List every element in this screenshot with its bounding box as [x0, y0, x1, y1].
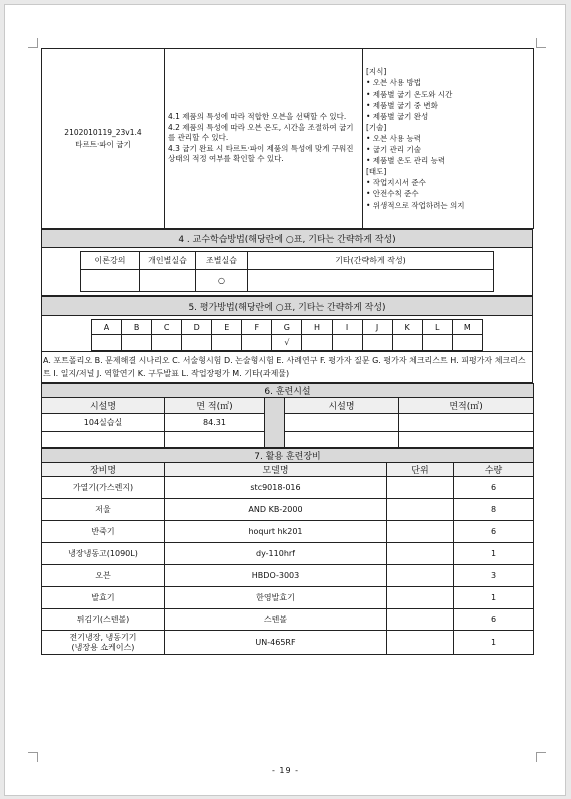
eval-letter-i: I: [332, 320, 362, 335]
teaching-method-title: 4 . 교수학습방법(해당란에 ○표, 기타는 간략하게 작성): [42, 230, 533, 248]
equipment-unit: [387, 631, 454, 655]
equipment-unit: [387, 587, 454, 609]
equipment-name: 반죽기: [42, 521, 165, 543]
ksa-item: • 제품별 굽기 완성: [366, 111, 429, 121]
criterion: 4.2 제품의 특성에 따라 오븐 온도, 시간을 조절하여 굽기를 관리할 수 있다.: [168, 122, 354, 143]
facility-name: [42, 432, 165, 448]
module-table: [41, 48, 534, 229]
eval-letter-c: C: [152, 320, 182, 335]
facility-name-2: [285, 432, 399, 448]
equipment-header-qty: 수량: [454, 463, 534, 477]
equipment-model: 스텐볼: [165, 609, 387, 631]
eval-letter-k: K: [392, 320, 422, 335]
equipment-qty: 6: [454, 521, 534, 543]
facility-header-name: 시설명: [42, 398, 165, 414]
equipment-unit: [387, 543, 454, 565]
equipment-row: [42, 499, 534, 521]
ksa-item: • 제품별 굽기 중 변화: [366, 100, 438, 110]
eval-mark-i: [332, 335, 362, 351]
eval-mark-g: √: [272, 335, 302, 351]
training-plan-sheet: [41, 48, 533, 655]
equipment-model: stc9018-016: [165, 477, 387, 499]
eval-mark-a: [92, 335, 122, 351]
evaluation-legend: A. 포트폴리오 B. 문제해결 시나리오 C. 서술형시험 D. 논술형시험 E. 사례연구 F. 평가자 질문 G. 평가자 체크리스트 H. 피평가자 체크리스트 I. 일지/저널 J. 역할연기 K. 구두발표 L. 작업장평가 M. 기타(과제물): [42, 352, 533, 383]
equipment-name: 발효기: [42, 587, 165, 609]
eval-letter-m: M: [452, 320, 482, 335]
page-number: - 19 -: [271, 766, 300, 775]
header-individual-practice: 개인별실습: [140, 252, 196, 270]
mark-other: [248, 270, 494, 292]
eval-letter-h: H: [302, 320, 332, 335]
mark-lecture: [81, 270, 140, 292]
ksa-item: • 작업지시서 준수: [366, 178, 426, 188]
eval-mark-l: [422, 335, 452, 351]
equipment-row: [42, 609, 534, 631]
equipment-header-name: 장비명: [42, 463, 165, 477]
facility-area: 84.31: [165, 414, 265, 432]
eval-letter-a: A: [92, 320, 122, 335]
eval-mark-k: [392, 335, 422, 351]
eval-letter-e: E: [212, 320, 242, 335]
equipment-name: 튀김기(스텐볼): [42, 609, 165, 631]
facility-section: [41, 383, 534, 448]
equipment-model: hoqurt hk201: [165, 521, 387, 543]
equipment-model: UN-465RF: [165, 631, 387, 655]
mark-individual-practice: [140, 270, 196, 292]
ksa-item: • 오븐 사용 방법: [366, 78, 422, 88]
evaluation-method-table: [91, 319, 483, 351]
equipment-header-model: 모델명: [165, 463, 387, 477]
equipment-qty: 1: [454, 587, 534, 609]
equipment-qty: 3: [454, 565, 534, 587]
header-other: 기타(간략하게 작성): [248, 252, 494, 270]
criterion: 4.1 제품의 특성에 따라 적합한 오븐을 선택할 수 있다.: [168, 112, 347, 122]
module-cell: [42, 49, 165, 229]
ksa-item: • 오븐 사용 능력: [366, 133, 422, 143]
crop-mark-bottom-left: [28, 752, 38, 762]
equipment-row: [42, 543, 534, 565]
facility-header-area: 면 적(㎡): [165, 398, 265, 414]
ksa-item: • 굽기 관리 기술: [366, 145, 422, 155]
ksa-list: [363, 49, 534, 229]
equipment-qty: 1: [454, 543, 534, 565]
ksa-item: • 안전수칙 준수: [366, 189, 419, 199]
equipment-qty: 1: [454, 631, 534, 655]
equipment-row: [42, 587, 534, 609]
eval-mark-e: [212, 335, 242, 351]
performance-criteria: [165, 49, 363, 229]
ksa-item: • 제품별 굽기 온도와 시간: [366, 89, 453, 99]
equipment-model: AND KB-2000: [165, 499, 387, 521]
eval-mark-c: [152, 335, 182, 351]
equipment-model: dy-110hrf: [165, 543, 387, 565]
ksa-item: • 제품별 온도 관리 능력: [366, 156, 446, 166]
equipment-header-unit: 단위: [387, 463, 454, 477]
facility-area-2: [399, 414, 534, 432]
header-group-practice: 조별실습: [196, 252, 248, 270]
facility-name-2: [285, 414, 399, 432]
equipment-qty: 8: [454, 499, 534, 521]
equipment-section: [41, 448, 534, 655]
facility-divider: [265, 398, 285, 448]
eval-mark-f: [242, 335, 272, 351]
ksa-item: • 위생적으로 작업하려는 의지: [366, 200, 465, 210]
equipment-qty: 6: [454, 609, 534, 631]
eval-letter-g: G: [272, 320, 302, 335]
facility-title: 6. 훈련시설: [42, 384, 534, 398]
eval-letter-b: B: [122, 320, 152, 335]
facility-header-name-2: 시설명: [285, 398, 399, 414]
eval-mark-b: [122, 335, 152, 351]
header-lecture: 이론강의: [81, 252, 140, 270]
eval-letter-j: J: [362, 320, 392, 335]
equipment-row: [42, 477, 534, 499]
teaching-method-section: [41, 229, 533, 296]
eval-mark-h: [302, 335, 332, 351]
equipment-row: [42, 521, 534, 543]
facility-name: 104실습실: [42, 414, 165, 432]
equipment-model: HBDO-3003: [165, 565, 387, 587]
equipment-model: 한영발효기: [165, 587, 387, 609]
crop-mark-top-left: [28, 38, 38, 48]
evaluation-method-title: 5. 평가방법(해당란에 ○표, 기타는 간략하게 작성): [42, 297, 533, 316]
equipment-unit: [387, 565, 454, 587]
equipment-unit: [387, 521, 454, 543]
equipment-name: 가열기(가스렌지): [42, 477, 165, 499]
eval-letter-l: L: [422, 320, 452, 335]
eval-mark-j: [362, 335, 392, 351]
module-code: 2102010119_23v1.4: [64, 127, 142, 137]
teaching-method-table: [80, 251, 494, 292]
criterion: 4.3 굽기 완료 시 타르트·파이 제품의 특성에 맞게 구워진 상태의 적정 여부를 확인할 수 있다.: [168, 143, 354, 164]
eval-letter-d: D: [182, 320, 212, 335]
ksa-item: [태도]: [366, 167, 387, 177]
equipment-title: 7. 활용 훈련장비: [42, 449, 534, 463]
facility-header-area-2: 면적(㎡): [399, 398, 534, 414]
equipment-name: 저울: [42, 499, 165, 521]
equipment-name: 오븐: [42, 565, 165, 587]
equipment-unit: [387, 477, 454, 499]
facility-area-2: [399, 432, 534, 448]
equipment-row: [42, 565, 534, 587]
mark-group-practice: ○: [196, 270, 248, 292]
ksa-item: [지식]: [366, 67, 387, 77]
eval-mark-m: [452, 335, 482, 351]
equipment-unit: [387, 609, 454, 631]
equipment-name: 전기냉장, 냉동기기 (냉장용 쇼케이스): [42, 631, 165, 655]
crop-mark-bottom-right: [536, 752, 546, 762]
facility-area: [165, 432, 265, 448]
crop-mark-top-right: [536, 38, 546, 48]
evaluation-method-section: [41, 296, 533, 383]
eval-letter-f: F: [242, 320, 272, 335]
equipment-row: [42, 631, 534, 655]
eval-mark-d: [182, 335, 212, 351]
equipment-name: 냉장냉동고(1090L): [42, 543, 165, 565]
equipment-qty: 6: [454, 477, 534, 499]
module-name: 타르트·파이 굽기: [75, 139, 131, 149]
equipment-unit: [387, 499, 454, 521]
ksa-item: [기술]: [366, 122, 387, 132]
